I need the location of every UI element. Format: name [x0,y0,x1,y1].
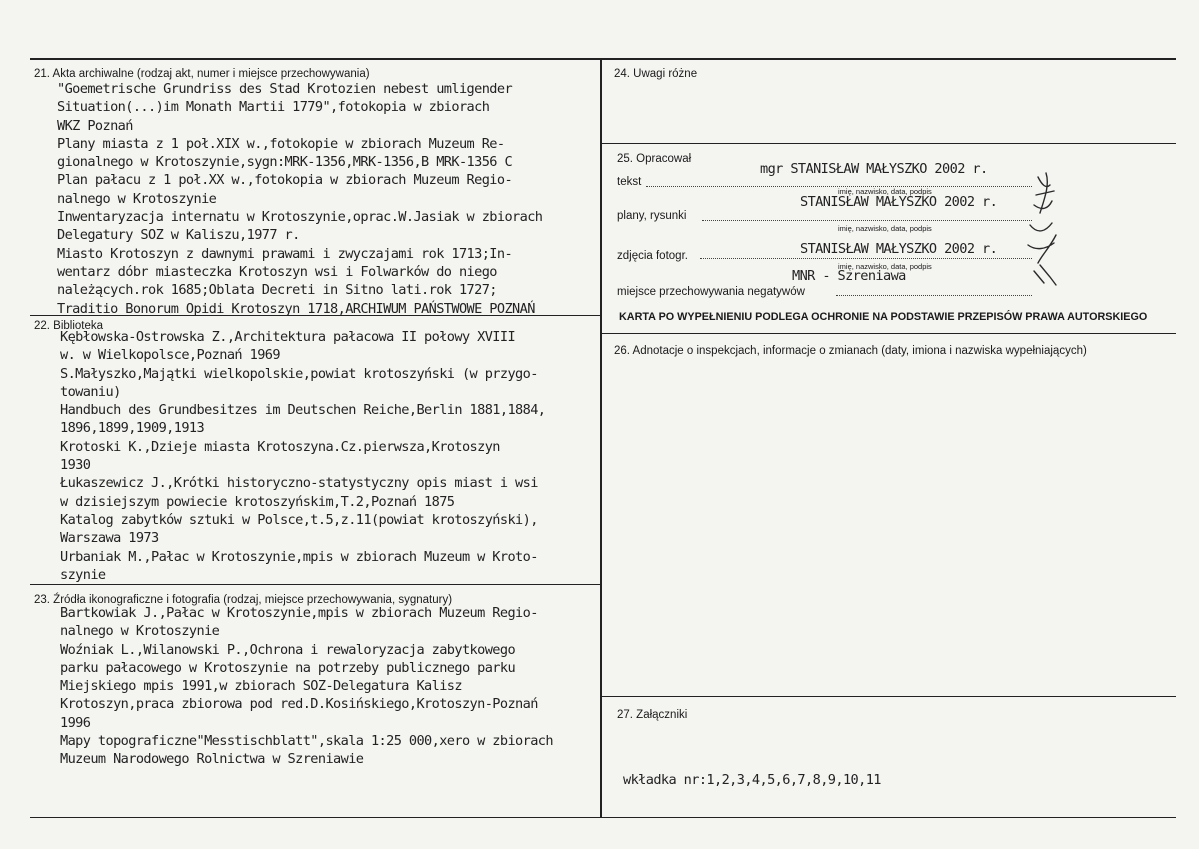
plany-caption: imię, nazwisko, data, podpis [838,224,932,233]
section-23-label: 23. Źródła ikonograficzne i fotografia (rodzaj, miejsce przechowywania, sygnatury) [34,594,453,606]
tekst-label: tekst [617,176,642,188]
text-line: Warszawa 1973 [60,530,159,547]
plany-dotted-line [702,220,1032,221]
text-line: 1930 [60,457,91,474]
right-rule-a [601,143,1176,144]
center-divider [600,58,602,818]
text-line: Muzeum Narodowego Rolnictwa w Szreniawie [60,751,364,768]
tekst-caption: imię, nazwisko, data, podpis [838,187,932,196]
text-line: Katalog zabytków sztuki w Polsce,t.5,z.11(powiat krotoszyński), [60,511,538,528]
top-rule [30,58,1176,60]
section-26-label: 26. Adnotacje o inspekcjach, informacje o zmianach (daty, imiona i nazwiska wypełniających) [614,345,1087,357]
text-line: Situation(...)im Monath Martii 1779",fotokopia w zbiorach [57,99,490,116]
section-24-label: 24. Uwagi różne [614,68,698,80]
section-22-label: 22. Biblioteka [34,320,104,332]
miejsce-label: miejsce przechowywania negatywów [617,286,805,298]
miejsce-value: MNR - Szreniawa [792,268,906,284]
zalaczniki-value: wkładka nr:1,2,3,4,5,6,7,8,9,10,11 [623,772,881,788]
text-line: wentarz dóbr miasteczka Krotoszyn wsi i Folwarków do niego [57,263,497,280]
right-rule-c [601,696,1176,697]
text-line: Bartkowiak J.,Pałac w Krotoszynie,mpis w zbiorach Muzeum Regio- [60,605,538,621]
text-line: 1996 [60,714,91,731]
text-line: w. w Wielkopolsce,Poznań 1969 [60,347,280,364]
right-rule-b [601,333,1176,334]
bottom-rule [30,817,1176,818]
text-line: 1896,1899,1909,1913 [60,420,205,437]
zdjecia-caption: imię, nazwisko, data, podpis [838,262,932,271]
plany-value: STANISŁAW MAŁYSZKO 2002 r. [800,194,998,210]
text-line: Kębłowska-Ostrowska Z.,Architektura pałacowa II połowy XVIII [60,329,516,345]
text-line: szynie [60,566,106,583]
text-line: parku pałacowego w Krotoszynie na potrzeby publicznego parku [60,659,516,676]
karta-notice: KARTA PO WYPEŁNIENIU PODLEGA OCHRONIE NA PODSTAWIE PRZEPISÓW PRAWA AUTORSKIEGO [619,311,1148,323]
text-line: gionalnego w Krotoszynie,sygn:MRK-1356,MRK-1356,B MRK-1356 C [57,154,513,171]
text-line: Krotoski K.,Dzieje miasta Krotoszyna.Cz.pierwsza,Krotoszyn [60,438,500,455]
section-21-text [57,80,542,318]
section-23-text [60,604,553,769]
text-line: S.Małyszko,Majątki wielkopolskie,powiat krotoszyński (w przygo- [60,365,538,382]
tekst-value: mgr STANISŁAW MAŁYSZKO 2002 r. [760,161,988,177]
signature-graphic [1016,165,1076,295]
text-line: Traditio Bonorum Opidi Krotoszyn 1718,ARCHIWUM PAŃSTWOWE POZNAŃ [57,300,535,317]
text-line: "Goemetrische Grundriss des Stad Krotozien nebest umligender [57,81,513,97]
text-line: Inwentaryzacja internatu w Krotoszynie,oprac.W.Jasiak w zbiorach [57,209,543,226]
section-25-label: 25. Opracował [617,153,692,165]
text-line: nalnego w Krotoszynie [57,190,217,207]
text-line: należących.rok 1685;Oblata Decreti in Sitno lati.rok 1727; [57,282,497,299]
section-27-label: 27. Załączniki [617,709,688,721]
text-line: WKZ Poznań [57,117,133,134]
text-line: Miasto Krotoszyn z dawnymi prawami i zwyczajami rok 1713;In- [57,245,513,262]
text-line: Delegatury SOZ w Kaliszu,1977 r. [57,227,300,244]
miejsce-dotted-line [836,295,1032,296]
text-line: w dzisiejszym powiecie krotoszyńskim,T.2,Poznań 1875 [60,493,455,510]
section-21-label: 21. Akta archiwalne (rodzaj akt, numer i miejsce przechowywania) [34,68,370,80]
text-line: nalnego w Krotoszynie [60,623,220,640]
zdjecia-dotted-line [700,258,1032,259]
text-line: Plany miasta z 1 poł.XIX w.,fotokopie w zbiorach Muzeum Re- [57,135,505,152]
section-22-text [60,328,545,584]
text-line: Łukaszewicz J.,Krótki historyczno-statystyczny opis miast i wsi [60,475,538,492]
zdjecia-label: zdjęcia fotogr. [617,250,688,262]
zdjecia-value: STANISŁAW MAŁYSZKO 2002 r. [800,241,998,257]
text-line: Handbuch des Grundbesitzes im Deutschen Reiche,Berlin 1881,1884, [60,402,546,419]
text-line: Krotoszyn,praca zbiorowa pod red.D.Kosińskiego,Krotoszyn-Poznań [60,696,538,713]
text-line: towaniu) [60,383,121,400]
text-line: Miejskiego mpis 1991,w zbiorach SOZ-Delegatura Kalisz [60,678,462,695]
text-line: Urbaniak M.,Pałac w Krotoszynie,mpis w zbiorach Muzeum w Kroto- [60,548,538,565]
text-line: Mapy topograficzne"Messtischblatt",skala 1:25 000,xero w zbiorach [60,733,553,750]
text-line: Woźniak L.,Wilanowski P.,Ochrona i rewaloryzacja zabytkowego [60,641,516,658]
plany-label: plany, rysunki [617,210,687,222]
text-line: Plan pałacu z 1 poł.XX w.,fotokopia w zbiorach Muzeum Regio- [57,172,513,189]
